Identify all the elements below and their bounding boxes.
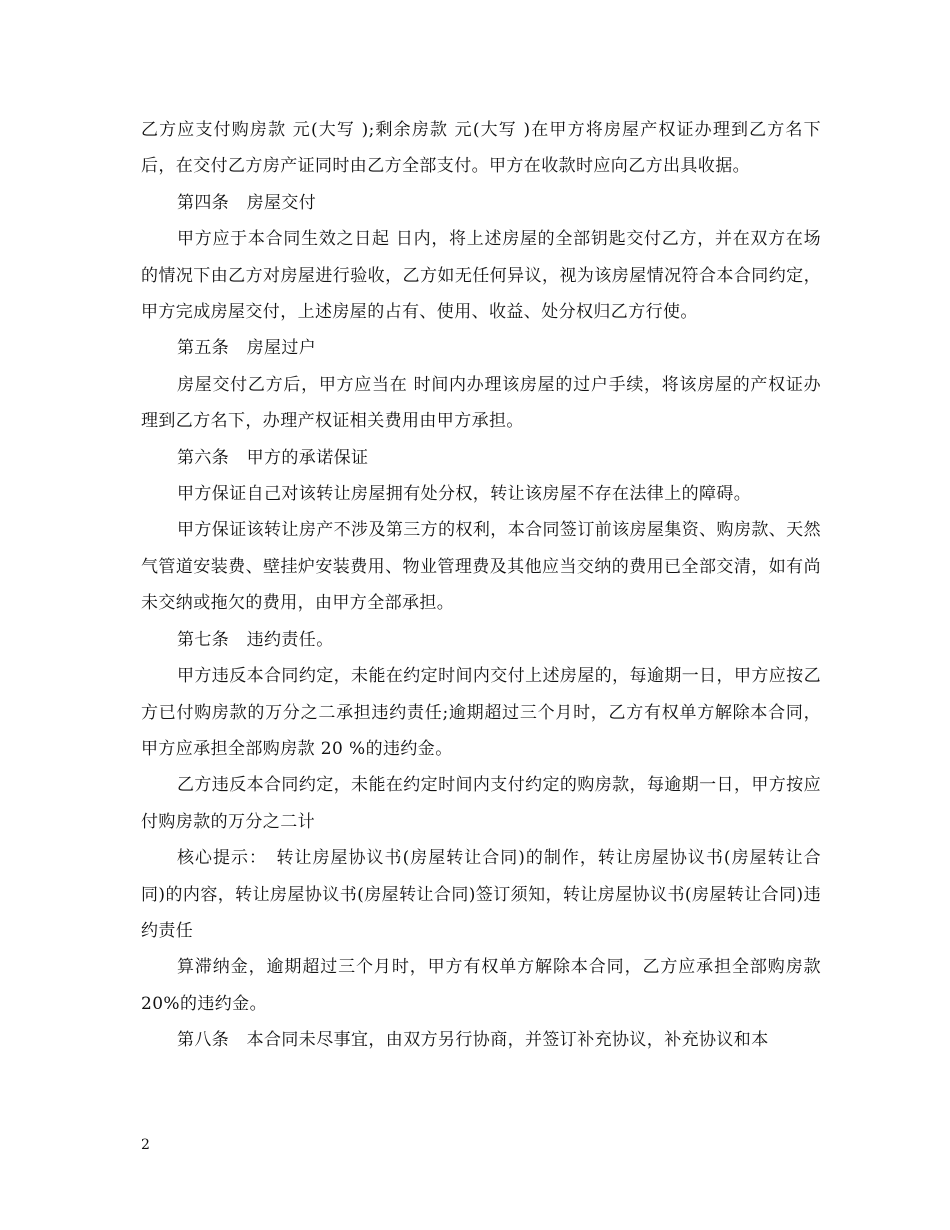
- heading-article-4: 第四条 房屋交付: [177, 192, 317, 213]
- paragraph-breach-party-a: 甲方违反本合同约定，未能在约定时间内交付上述房屋的，每逾期一日，甲方应按乙方已付购房款的万分之二承担违约责任;逾期超过三个月时，乙方有权单方解除本合同，甲方应承担全部购房款 20 %的违约金。: [141, 666, 821, 759]
- paragraph-breach-party-b: 乙方违反本合同约定，未能在约定时间内支付约定的购房款，每逾期一日，甲方按应付购房款的万分之二计: [141, 775, 821, 832]
- page-number: 2: [141, 1137, 150, 1153]
- paragraph-payment: 乙方应支付购房款 元(大写 );剩余房款 元(大写 )在甲方将房屋产权证办理到乙方名下后，在交付乙方房产证同时由乙方全部支付。甲方在收款时应向乙方出具收据。: [141, 120, 821, 177]
- paragraph-guarantee-1: 甲方保证自己对该转让房屋拥有处分权，转让该房屋不存在法律上的障碍。: [177, 484, 752, 505]
- document-page: [141, 112, 827, 1059]
- paragraph-delivery: 甲方应于本合同生效之日起 日内，将上述房屋的全部钥匙交付乙方，并在双方在场的情况下由乙方对房屋进行验收，乙方如无任何异议，视为该房屋情况符合本合同约定，甲方完成房屋交付，上述房屋的占有、使用、收益、处分权归乙方行使。: [141, 229, 821, 323]
- heading-article-5: 第五条 房屋过户: [177, 338, 317, 359]
- heading-article-6: 第六条 甲方的承诺保证: [177, 447, 369, 468]
- paragraph-core-tip: 核心提示： 转让房屋协议书(房屋转让合同)的制作，转让房屋协议书(房屋转让合同)的内容，转让房屋协议书(房屋转让合同)签订须知，转让房屋协议书(房屋转让合同)违约责任: [141, 848, 821, 941]
- paragraph-guarantee-2: 甲方保证该转让房产不涉及第三方的权利，本合同签订前该房屋集资、购房款、天然气管道安装费、壁挂炉安装费用、物业管理费及其他应当交纳的费用已全部交清，如有尚未交纳或拖欠的费用，由甲方全部承担。: [141, 520, 821, 614]
- paragraph-transfer: 房屋交付乙方后，甲方应当在 时间内办理该房屋的过户手续，将该房屋的产权证办理到乙方名下，办理产权证相关费用由甲方承担。: [141, 374, 821, 432]
- heading-article-7: 第七条 违约责任。: [177, 629, 334, 650]
- heading-article-8: 第八条 本合同未尽事宜，由双方另行协商，并签订补充协议，补充协议和本: [177, 1030, 769, 1051]
- paragraph-late-fee: 算滞纳金，逾期超过三个月时，甲方有权单方解除本合同，乙方应承担全部购房款 20%的违约金。: [141, 957, 827, 1014]
